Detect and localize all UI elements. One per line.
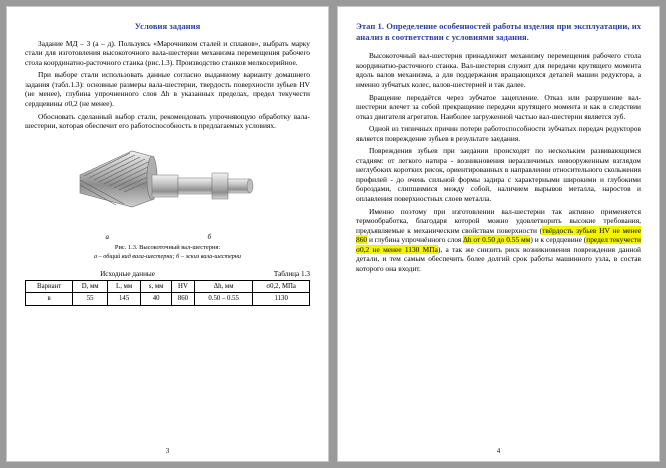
- right-paragraph-5: Именно поэтому при изготовлении вал-шестерни так активно применяется термообработка, благодаря которой можно удовлетворить высокие требования, предъявляемые к механическим свойствам поверхности (твёрдость зубьев HV не менее 860 и глубина упрочнённого слоя Δh от 0.50 до 0.55 мм) и к сердцевине (предел текучести σ0,2 не менее 1130 МПа), а так же снизить риск возникновения повреждения данной детали, и тем самым обеспечить более долгий срок работы машинного узла, в состав которого она входит.: [356, 206, 641, 273]
- right-paragraph-3: Одной из типичных причин потери работоспособности зубчатых передач редукторов является повреждение зубьев в результате заедания.: [356, 124, 641, 143]
- left-paragraph-1: Задание МД – 3 (а – д). Пользуясь «Марочником сталей и сплавов», выбрать марку стали для изготовления высокоточного вала-шестерни механизма перемещения рабочего стола координатно-расточного станка (рис.1.3). Производство станков мелкосерийное.: [25, 38, 310, 67]
- table-header-row: [26, 280, 310, 293]
- page-right: [337, 6, 660, 462]
- gear-shaft-illustration: [68, 137, 268, 233]
- cell-hv: 860: [171, 293, 194, 306]
- cell-d: 55: [73, 293, 108, 306]
- figure-caption-italic: а – общий вид вала-шестерни; б – эскиз вала-шестерни: [94, 252, 241, 260]
- right-page-heading: Этап 1. Определение особенностей работы изделия при эксплуатации, их анализ в соответствии с условиями задания.: [356, 21, 641, 43]
- right-page-number: 4: [496, 447, 501, 455]
- right-paragraph-1: Высокоточный вал-шестерня принадлежит механизму перемещения рабочего стола координатно-расточного станка. Вал-шестерня служит для передачи крутящего момента вдоль валов механизма, а для поддержания вращающихся деталей машин редуктора, а именно зубчатых колес, валов-шестерней и так далее.: [356, 51, 641, 89]
- figure-gear-shaft: [25, 137, 310, 260]
- cell-dh: 0.50 – 0.55: [194, 293, 252, 306]
- left-page-number: 3: [165, 447, 170, 455]
- figure-label-b: б: [207, 232, 212, 241]
- th-l: L, мм: [107, 280, 140, 293]
- cell-l: 145: [107, 293, 140, 306]
- left-paragraph-3: Обосновать сделанный выбор стали, рекомендовать упрочняющую обработку вала-шестерни, которая обеспечит его работоспособность в предлагаемых условиях.: [25, 111, 310, 131]
- figure-caption: Рис. 1.3. Высокоточный вал-шестерня:: [114, 243, 221, 251]
- page-left: [6, 6, 329, 462]
- highlight-yield-strength: предел текучести σ0,2 не менее 1130 МПа: [356, 235, 641, 254]
- th-d: D, мм: [73, 280, 108, 293]
- right-paragraph-2: Вращение передаётся через зубчатое зацепление. Отказ или разрушение вал-шестерни влечет за собой прекращение передачи крутящего момента и как в следствии отказ двигателя агрегатов. Наиболее загруженной частью вал-шестерни является зуб.: [356, 92, 641, 121]
- table-row: [26, 293, 310, 306]
- initial-data-table: [25, 280, 310, 307]
- right-paragraph-4: Повреждения зубьев при заедании происходят по нескольким развивающимся стадиям: от легкого натира - возникновения неразличимых невооруженным взглядом неглубоких коротких рисок, ориентированных в направлении относительного скольжения профилей - до очень сильной формы задира с характерными широкими и глубокими бороздами, слипшимися между собой, наличием вырывов металла, наростов и оплавления поверхностных слоев металла.: [356, 146, 641, 203]
- th-sigma: σ0,2, МПа: [253, 280, 310, 293]
- th-variant: Вариант: [26, 280, 73, 293]
- cell-s: 40: [141, 293, 172, 306]
- left-page-heading: Условия задания: [134, 21, 201, 31]
- th-s: s, мм: [141, 280, 172, 293]
- table-title: Исходные данные: [100, 269, 155, 278]
- table-titles: [25, 270, 310, 278]
- left-paragraph-2: При выборе стали использовать данные согласно выданному варианту домашнего задания (табл.1.3): основные размеры вала-шестерни, твердость поверхности зубьев HV (не менее), глубина упрочненного слоя Δh в указанных пределах, предел текучести сердцевины σ0,2 (не менее).: [25, 70, 310, 109]
- highlight-layer-depth: Δh от 0.50 до 0.55 мм: [463, 235, 531, 245]
- th-dh: Δh, мм: [194, 280, 252, 293]
- table-number: Таблица 1.3: [273, 269, 310, 278]
- cell-sigma: 1130: [253, 293, 310, 306]
- figure-label-a: а: [105, 232, 109, 241]
- gear-shaft-drawing: [68, 137, 268, 233]
- highlight-hardness: твёрдость зубьев HV не менее 860: [356, 225, 641, 245]
- cell-variant: в: [26, 293, 73, 306]
- th-hv: HV: [171, 280, 194, 293]
